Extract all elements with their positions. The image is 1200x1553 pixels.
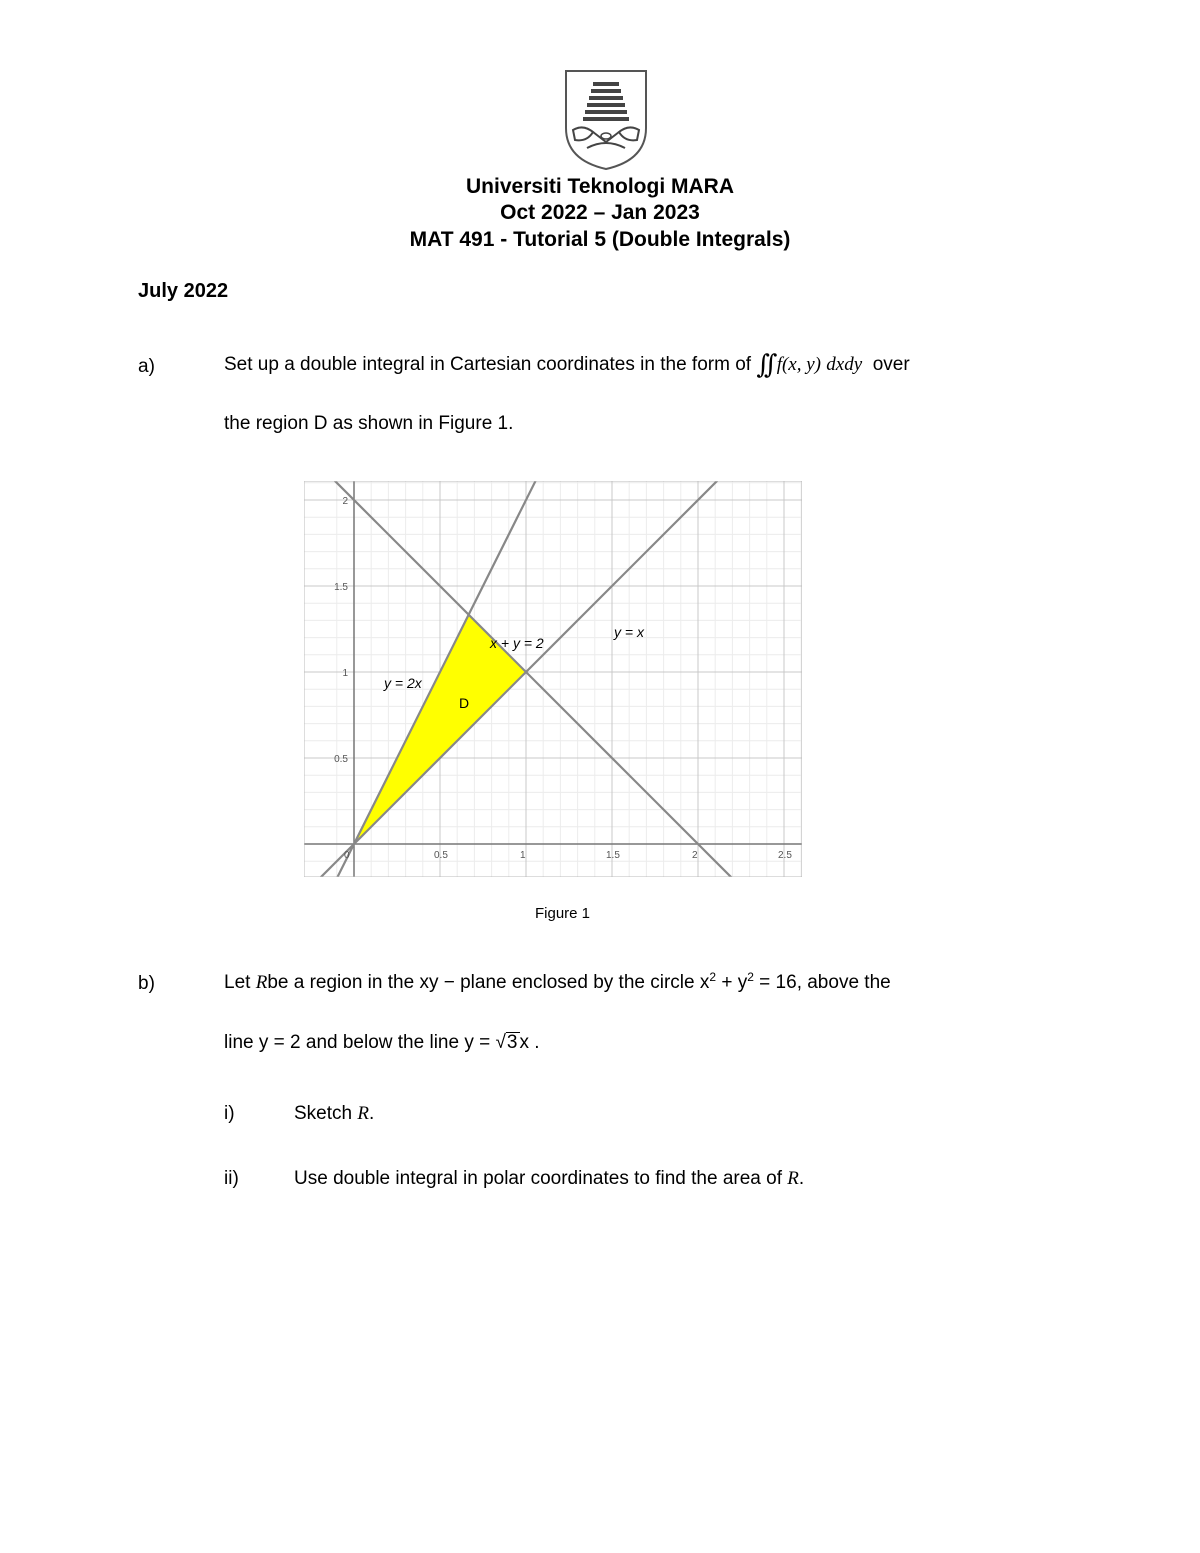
sub-i-period: . [368, 1103, 375, 1124]
x-tick-label: 2.5 [778, 850, 792, 861]
figure-1-graph [304, 481, 802, 877]
part-a-label: a) [138, 356, 155, 377]
sqrt-radicand: 3 [506, 1032, 518, 1053]
sub-i-sketch: Sketch [294, 1103, 353, 1124]
part-b-text4: and below the line [305, 1032, 460, 1053]
university-logo [563, 68, 649, 172]
course-title: MAT 491 - Tutorial 5 (Double Integrals) [409, 228, 791, 251]
label-y-2x: y = 2x [384, 675, 422, 691]
x-tick-label: 0 [344, 850, 350, 861]
eq-x: x [699, 972, 710, 993]
figure-caption: Figure 1 [534, 905, 591, 922]
sub-ii-label: ii) [224, 1168, 239, 1189]
sub-i-r: R [357, 1103, 369, 1124]
line-eq-y2: y = 2 [258, 1032, 301, 1053]
label-x-plus-y: x + y = 2 [490, 635, 544, 651]
part-b-text3: , above the [796, 972, 891, 993]
part-b-text2: plane enclosed by the circle [460, 972, 695, 993]
label-region-d: D [459, 695, 470, 711]
sub-ii-use: Use double integral in polar coordinates to find the area of [294, 1168, 782, 1189]
line-eq-sqrt3: y = √3 x . [464, 1032, 540, 1053]
y-tick-label: 1.5 [334, 582, 348, 593]
university-name: Universiti Teknologi MARA [466, 175, 734, 198]
circle-equation: $x^2 + y^2 = 16$ [699, 970, 797, 993]
part-a-line1 [224, 350, 910, 380]
integrand-args: (x, y) [781, 354, 822, 375]
part-b-text1: be a region in the [267, 972, 415, 993]
eq-y-equals: y = [464, 1032, 491, 1053]
part-b-line-word: line [224, 1032, 254, 1053]
eq-x-end: x . [519, 1032, 540, 1053]
x-tick-label: 2 [692, 850, 698, 861]
xy-plane-symbol: xy − [419, 972, 455, 993]
sub-i-label: i) [224, 1103, 235, 1124]
eq-rhs: = 16 [759, 972, 797, 993]
part-b-line1 [224, 971, 891, 995]
sub-ii-period: . [798, 1168, 805, 1189]
integrand-diff: dxdy [826, 354, 863, 375]
part-b-label: b) [138, 973, 155, 994]
sub-ii-text [294, 1167, 804, 1191]
double-integral-icon: ∫∫ [756, 350, 772, 380]
part-b-line2 [224, 1031, 540, 1055]
part-b-let: Let [224, 972, 251, 993]
part-a-text: Set up a double integral in Cartesian coordinates in the form of [224, 354, 752, 375]
eq-y-exp: 2 [747, 970, 754, 984]
x-tick-label: 1 [520, 850, 526, 861]
label-y-x: y = x [614, 624, 644, 640]
part-a-over: over [872, 354, 910, 375]
y-tick-label: 0.5 [334, 754, 348, 765]
x-tick-label: 1.5 [606, 850, 620, 861]
region-r-symbol: R [255, 972, 268, 993]
session-dates: Oct 2022 – Jan 2023 [500, 201, 700, 224]
y-tick-label: 2 [342, 496, 348, 507]
integrand-f: f [776, 354, 782, 375]
x-tick-label: 0.5 [434, 850, 448, 861]
eq-x-exp: 2 [709, 970, 717, 984]
sub-i-text [294, 1102, 374, 1126]
part-a-line2: the region D as shown in Figure 1. [224, 413, 514, 434]
sub-ii-r: R [787, 1168, 799, 1189]
eq-y: y [737, 972, 748, 993]
section-title: July 2022 [138, 280, 229, 302]
y-tick-label: 1 [342, 668, 348, 679]
